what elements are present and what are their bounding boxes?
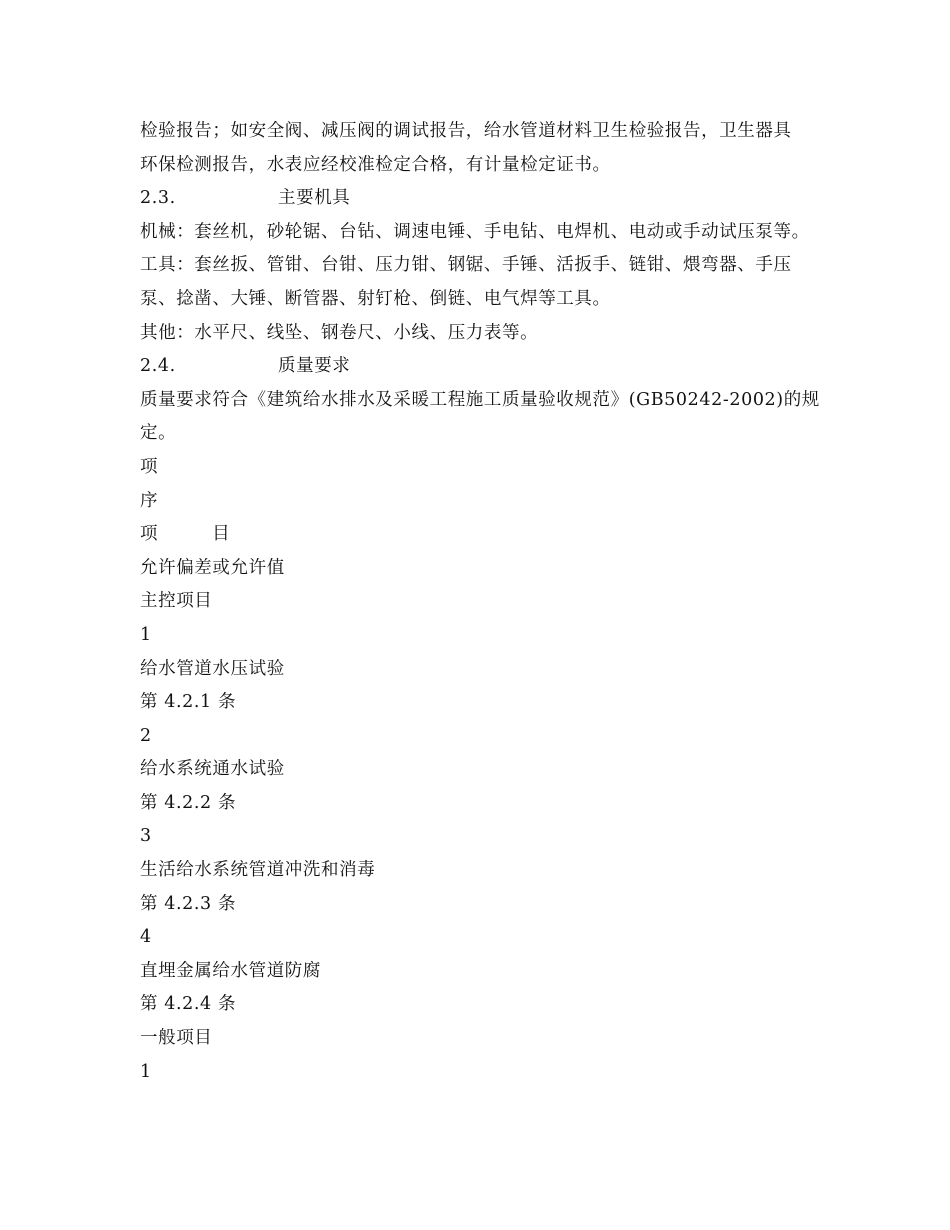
table-row-item: 给水管道水压试验: [140, 658, 285, 679]
table-row-value: 第 4.2.2 条: [140, 792, 237, 813]
table-header-tolerance: 允许偏差或允许值: [140, 557, 285, 578]
section-heading-2-4: [140, 350, 830, 384]
paragraph-line: 检验报告；如安全阀、减压阀的调试报告，给水管道材料卫生检验报告，卫生器具: [140, 121, 792, 141]
paragraph-line: 环保检测报告，水表应经校准检定合格，有计量检定证书。: [140, 154, 611, 175]
table-header-item-a: 项: [140, 524, 159, 545]
table-row-value: 第 4.2.3 条: [140, 893, 237, 914]
document-body: [140, 115, 830, 1089]
others-line: 其他：水平尺、线坠、钢卷尺、小线、压力表等。: [140, 322, 539, 343]
table-row-no: 4: [140, 927, 152, 948]
section-number: 2.3.: [140, 188, 176, 209]
table-group-general: 一般项目: [140, 1028, 213, 1049]
table-header-item: [140, 518, 830, 552]
table-row-value: 第 4.2.1 条: [140, 692, 237, 713]
quality-line: 定。: [140, 423, 177, 444]
table-row-item: 生活给水系统管道冲洗和消毒: [140, 860, 376, 881]
table-row-no: 1: [140, 624, 152, 645]
table-header-item-b: 目: [212, 524, 231, 545]
section-title: 质量要求: [278, 356, 351, 377]
machinery-line: 机械：套丝机，砂轮锯、台钻、调速电锤、手电钻、电焊机、电动或手动试压泵等。: [140, 221, 810, 242]
table-header-xiang: 项: [140, 456, 159, 477]
table-row-value: 第 4.2.4 条: [140, 994, 237, 1015]
table-group-main: 主控项目: [140, 591, 213, 612]
table-row-no: 1: [140, 1061, 152, 1082]
tools-line: 泵、捻凿、大锤、断管器、射钉枪、倒链、电气焊等工具。: [140, 288, 611, 309]
table-row-no: 3: [140, 826, 152, 847]
table-header-xu: 序: [140, 490, 159, 511]
section-heading-2-3: [140, 182, 830, 216]
tools-line: 工具：套丝扳、管钳、台钳、压力钳、钢锯、手锤、活扳手、链钳、煨弯器、手压: [140, 255, 792, 276]
table-row-item: 直埋金属给水管道防腐: [140, 960, 321, 981]
quality-line: 质量要求符合《建筑给水排水及采暖工程施工质量验收规范》(GB50242-2002)的规: [140, 389, 820, 410]
table-row-item: 给水系统通水试验: [140, 759, 285, 780]
table-row-no: 2: [140, 725, 152, 746]
section-number: 2.4.: [140, 356, 176, 377]
section-title: 主要机具: [278, 188, 351, 209]
